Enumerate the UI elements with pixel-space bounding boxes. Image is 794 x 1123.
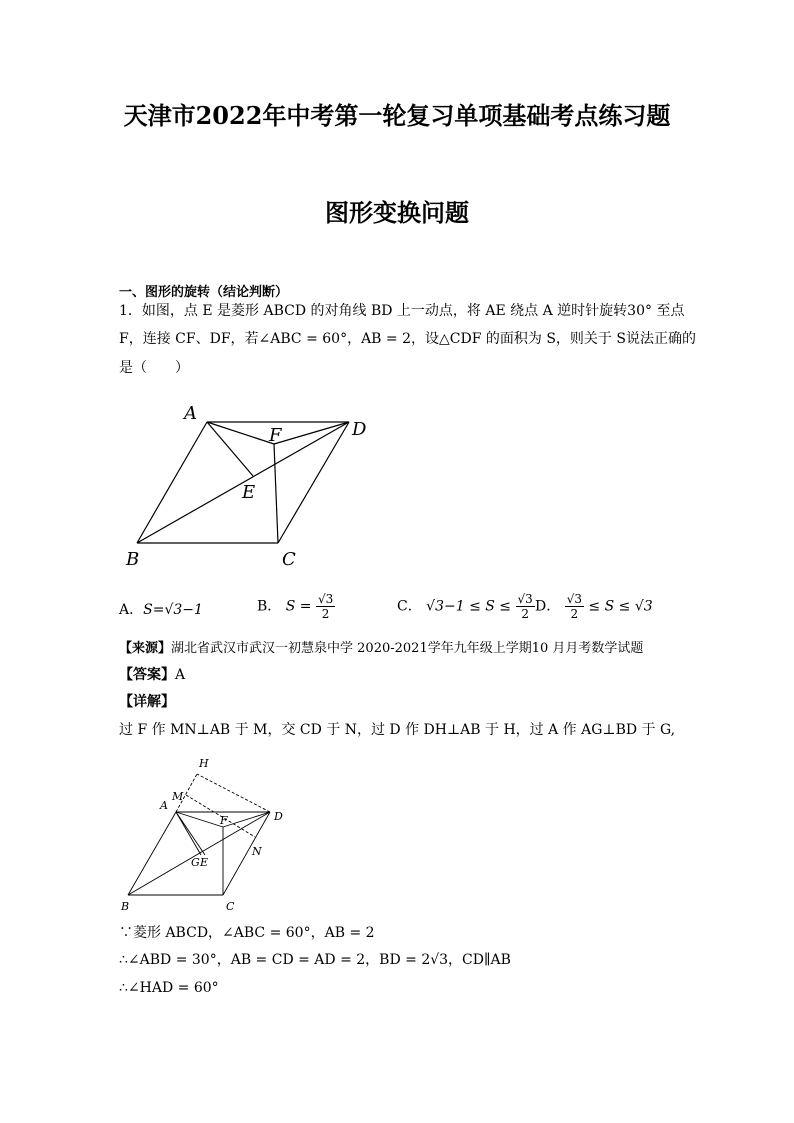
option-b-num: √3: [317, 592, 334, 606]
segment-CF: [274, 444, 278, 543]
source-text: 湖北省武汉市武汉一初慧泉中学 2020-2021学年九年级上学期10 月月考数学试题: [171, 641, 644, 656]
label-C: C: [282, 549, 296, 570]
option-d-den: 2: [570, 607, 579, 621]
option-b-prefix: B．: [257, 598, 282, 615]
source-line: [119, 639, 643, 659]
option-d-fraction: [565, 592, 584, 621]
option-a: [119, 600, 203, 620]
option-d-num: √3: [566, 592, 582, 606]
label-F: F: [269, 425, 282, 446]
label-G: G: [191, 856, 200, 869]
option-b: [257, 592, 335, 621]
answer-text: A: [175, 667, 186, 683]
edge-AB: [128, 812, 176, 895]
option-c-fraction: [516, 592, 535, 621]
answer-line: [119, 665, 185, 685]
label-N: N: [252, 845, 262, 858]
diagonal-BD: [128, 812, 270, 895]
option-d-rhs: ≤ S ≤ √3: [588, 598, 653, 615]
question-line-2: F，连接 CF、DF，若∠ABC = 60°，AB = 2，设△CDF 的面积为 S，则关于 S说法正确的: [119, 331, 696, 347]
page-subtitle: 图形变换问题: [325, 198, 469, 227]
label-A: A: [160, 799, 168, 812]
edge-AB: [137, 422, 207, 543]
option-c-lhs: √3−1 ≤ S ≤: [426, 598, 512, 615]
label-C: C: [226, 900, 235, 913]
option-b-lhs: S =: [285, 598, 312, 615]
label-D: D: [274, 810, 283, 823]
label-E: E: [242, 482, 256, 503]
option-a-text: S=√3−1: [143, 602, 203, 618]
option-c-num: √3: [517, 592, 533, 606]
solution-line-3: ∴∠HAD = 60°: [119, 980, 219, 996]
dashed-DH: [197, 774, 270, 812]
label-D: D: [352, 419, 367, 440]
option-c-den: 2: [521, 607, 529, 621]
label-M: M: [172, 790, 184, 803]
label-F: F: [220, 814, 228, 827]
option-d-prefix: D．: [535, 598, 561, 615]
solution-figure: [115, 752, 300, 917]
section-heading: 一、图形的旋转（结论判断）: [119, 285, 289, 300]
detail-label: 【详解】: [119, 694, 175, 710]
option-a-prefix: A．: [119, 602, 144, 618]
label-B: B: [121, 900, 130, 913]
source-label: 【来源】: [119, 641, 172, 656]
question-line-1: 1．如图，点 E 是菱形 ABCD 的对角线 BD 上一动点，将 AE 绕点 A 逆时针旋转30° 至点: [119, 303, 685, 319]
detail-line-1: 过 F 作 MN⊥AB 于 M，交 CD 于 N，过 D 作 DH⊥AB 于 H，过 A 作 AG⊥BD 于 G,: [119, 722, 676, 738]
option-d: [535, 592, 653, 621]
segment-AE: [176, 812, 205, 855]
option-b-den: 2: [321, 607, 330, 621]
question-line-3: 是（ ）: [119, 360, 189, 376]
rhombus-figure: [120, 395, 380, 575]
label-B: B: [126, 549, 140, 570]
label-A: A: [184, 403, 197, 424]
solution-line-1: ∵菱形 ABCD，∠ABC = 60°，AB = 2: [119, 925, 375, 941]
option-c: [397, 592, 535, 621]
answer-label: 【答案】: [119, 667, 175, 683]
page-title: 天津市2022年中考第一轮复习单项基础考点练习题: [123, 101, 671, 130]
label-E: E: [200, 856, 209, 869]
label-H: H: [199, 757, 209, 770]
option-b-fraction: [316, 592, 335, 621]
option-c-prefix: C．: [397, 598, 422, 615]
solution-line-2: ∴∠ABD = 30°，AB = CD = AD = 2，BD = 2√3，CD∥AB: [119, 952, 511, 968]
